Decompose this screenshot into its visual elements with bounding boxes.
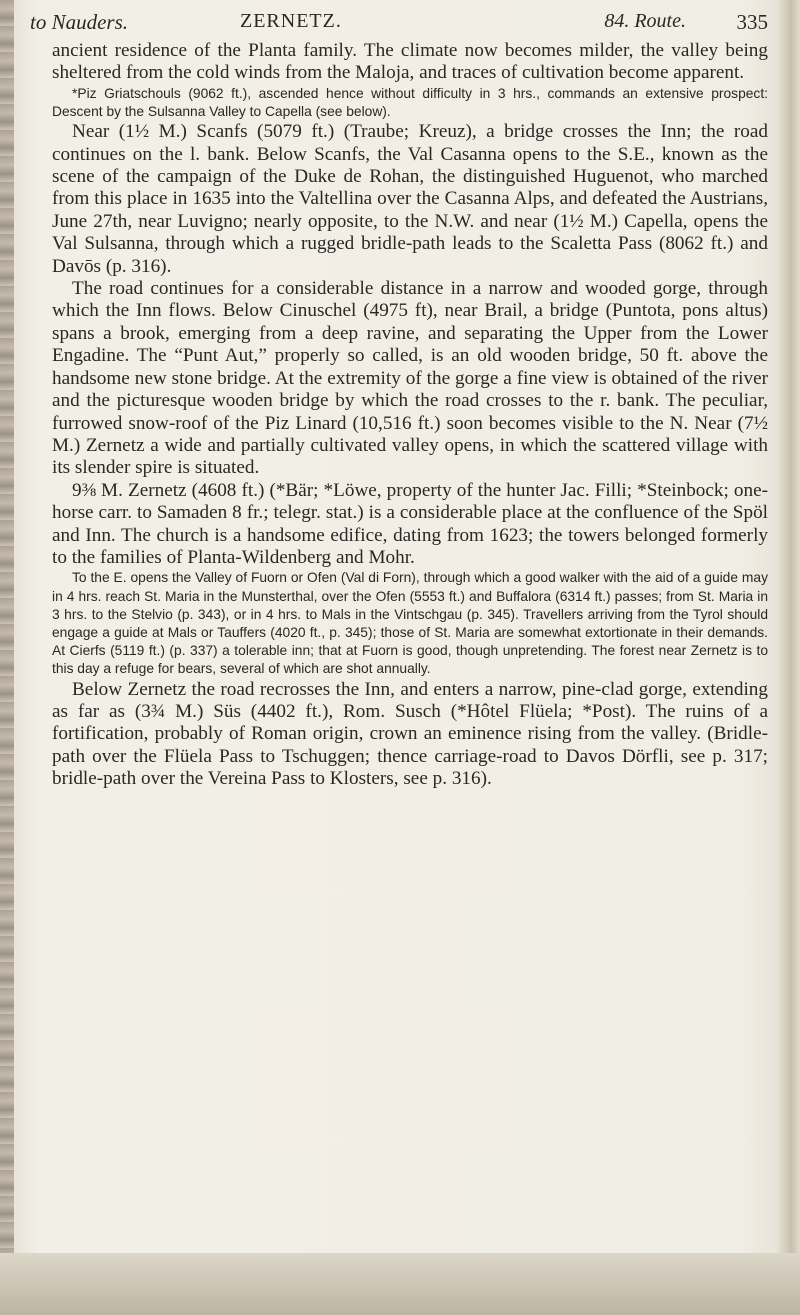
note-piz-griatschouls: *Piz Griatschouls (9062 ft.), ascended hence without difficulty in 3 hrs., commands an extensive prospect: Descent by the Sulsanna Valley to Capella (see below).	[52, 85, 768, 120]
page-number: 335	[736, 10, 768, 34]
running-header	[30, 8, 768, 38]
paragraph-below-zernetz: Below Zernetz the road recrosses the Inn, and enters a narrow, pine-clad gorge, extending as far as (3¾ M.) Süs (4402 ft.), Rom. Susch (*Hôtel Flüela; *Post). The ruins of a fortification, probably of Roman origin, crown an eminence rising from the valley. (Bridle-path over the Flüela Pass to Tschuggen; thence carriage-road to Davos Dörfli, see p. 317; bridle-path over the Vereina Pass to Klosters, see p. 316).	[52, 678, 768, 790]
page-right-edge	[778, 0, 800, 1315]
page-bottom-edge	[0, 1253, 800, 1315]
paragraph-gorge: The road continues for a considerable distance in a narrow and wooded gorge, through which the Inn flows. Below Cinuschel (4975 ft), near Brail, a bridge (Puntota, pons altus) spans a brook, emerging from a deep ravine, and separating the Upper from the Lower Engadine. The “Punt Aut,” properly so called, is an old wooden bridge, 50 ft. above the handsome new stone bridge. At the extremity of the gorge a fine view is obtained of the river and the picturesque wooden bridge by which the road crosses to the r. bank. The peculiar, furrowed snow-roof of the Piz Linard (10,516 ft.) soon becomes visible to the N. Near (7½ M.) Zernetz a wide and partially cultivated valley opens, in which the scattered village with its slender spire is situated.	[52, 278, 768, 479]
page-binding-edge	[0, 0, 14, 1315]
paragraph-zernetz: 9⅜ M. Zernetz (4608 ft.) (*Bär; *Löwe, property of the hunter Jac. Filli; *Steinbock; one-horse carr. to Samaden 8 fr.; telegr. stat.) is a considerable place at the confluence of the Spöl and Inn. The church is a handsome edifice, dating from 1623; the towers belonged formerly to the families of Planta-Wildenberg and Mohr.	[52, 479, 768, 568]
header-title: ZERNETZ.	[240, 10, 342, 32]
header-left: to Nauders.	[30, 10, 129, 34]
header-route: 84. Route.	[604, 10, 686, 32]
note-valley-fuorn: To the E. opens the Valley of Fuorn or Ofen (Val di Forn), through which a good walker with the aid of a guide may in 4 hrs. reach St. Maria in the Munsterthal, over the Ofen (5553 ft.) and Buffalora (6314 ft.) passes; from St. Maria in 3 hrs. to the Stelvio (p. 343), or in 4 hrs. to Mals in the Vintschgau (p. 345). Travellers arriving from the Tyrol should engage a guide at Mals or Tauffers (4020 ft., p. 345); those of St. Maria are somewhat extortionate in their demands. At Cierfs (5119 ft.) (p. 337) a tolerable inn; that at Fuorn is good, though unpretending. The forest near Zernetz is to this day a refuge for bears, several of which are shot annually.	[52, 570, 768, 677]
paragraph-scanfs: Near (1½ M.) Scanfs (5079 ft.) (Traube; Kreuz), a bridge crosses the Inn; the road continues on the l. bank. Below Scanfs, the Val Casanna opens to the S.E., known as the scene of the campaign of the Duke de Rohan, the distinguished Huguenot, who marched from this place in 1635 into the Valtellina over the Casanna Alps, and defeated the Austrians, June 27th, near Luvigno; nearly opposite, to the N.W. and near (1½ M.) Capella, opens the Val Sulsanna, through which a rugged bridle-path leads to the Scaletta Pass (8062 ft.) and Davōs (p. 316).	[52, 121, 768, 277]
paragraph-intro: ancient residence of the Planta family. The climate now becomes milder, the valley being sheltered from the cold winds from the Maloja, and traces of cultivation become apparent.	[52, 40, 768, 84]
body-text	[52, 40, 768, 791]
